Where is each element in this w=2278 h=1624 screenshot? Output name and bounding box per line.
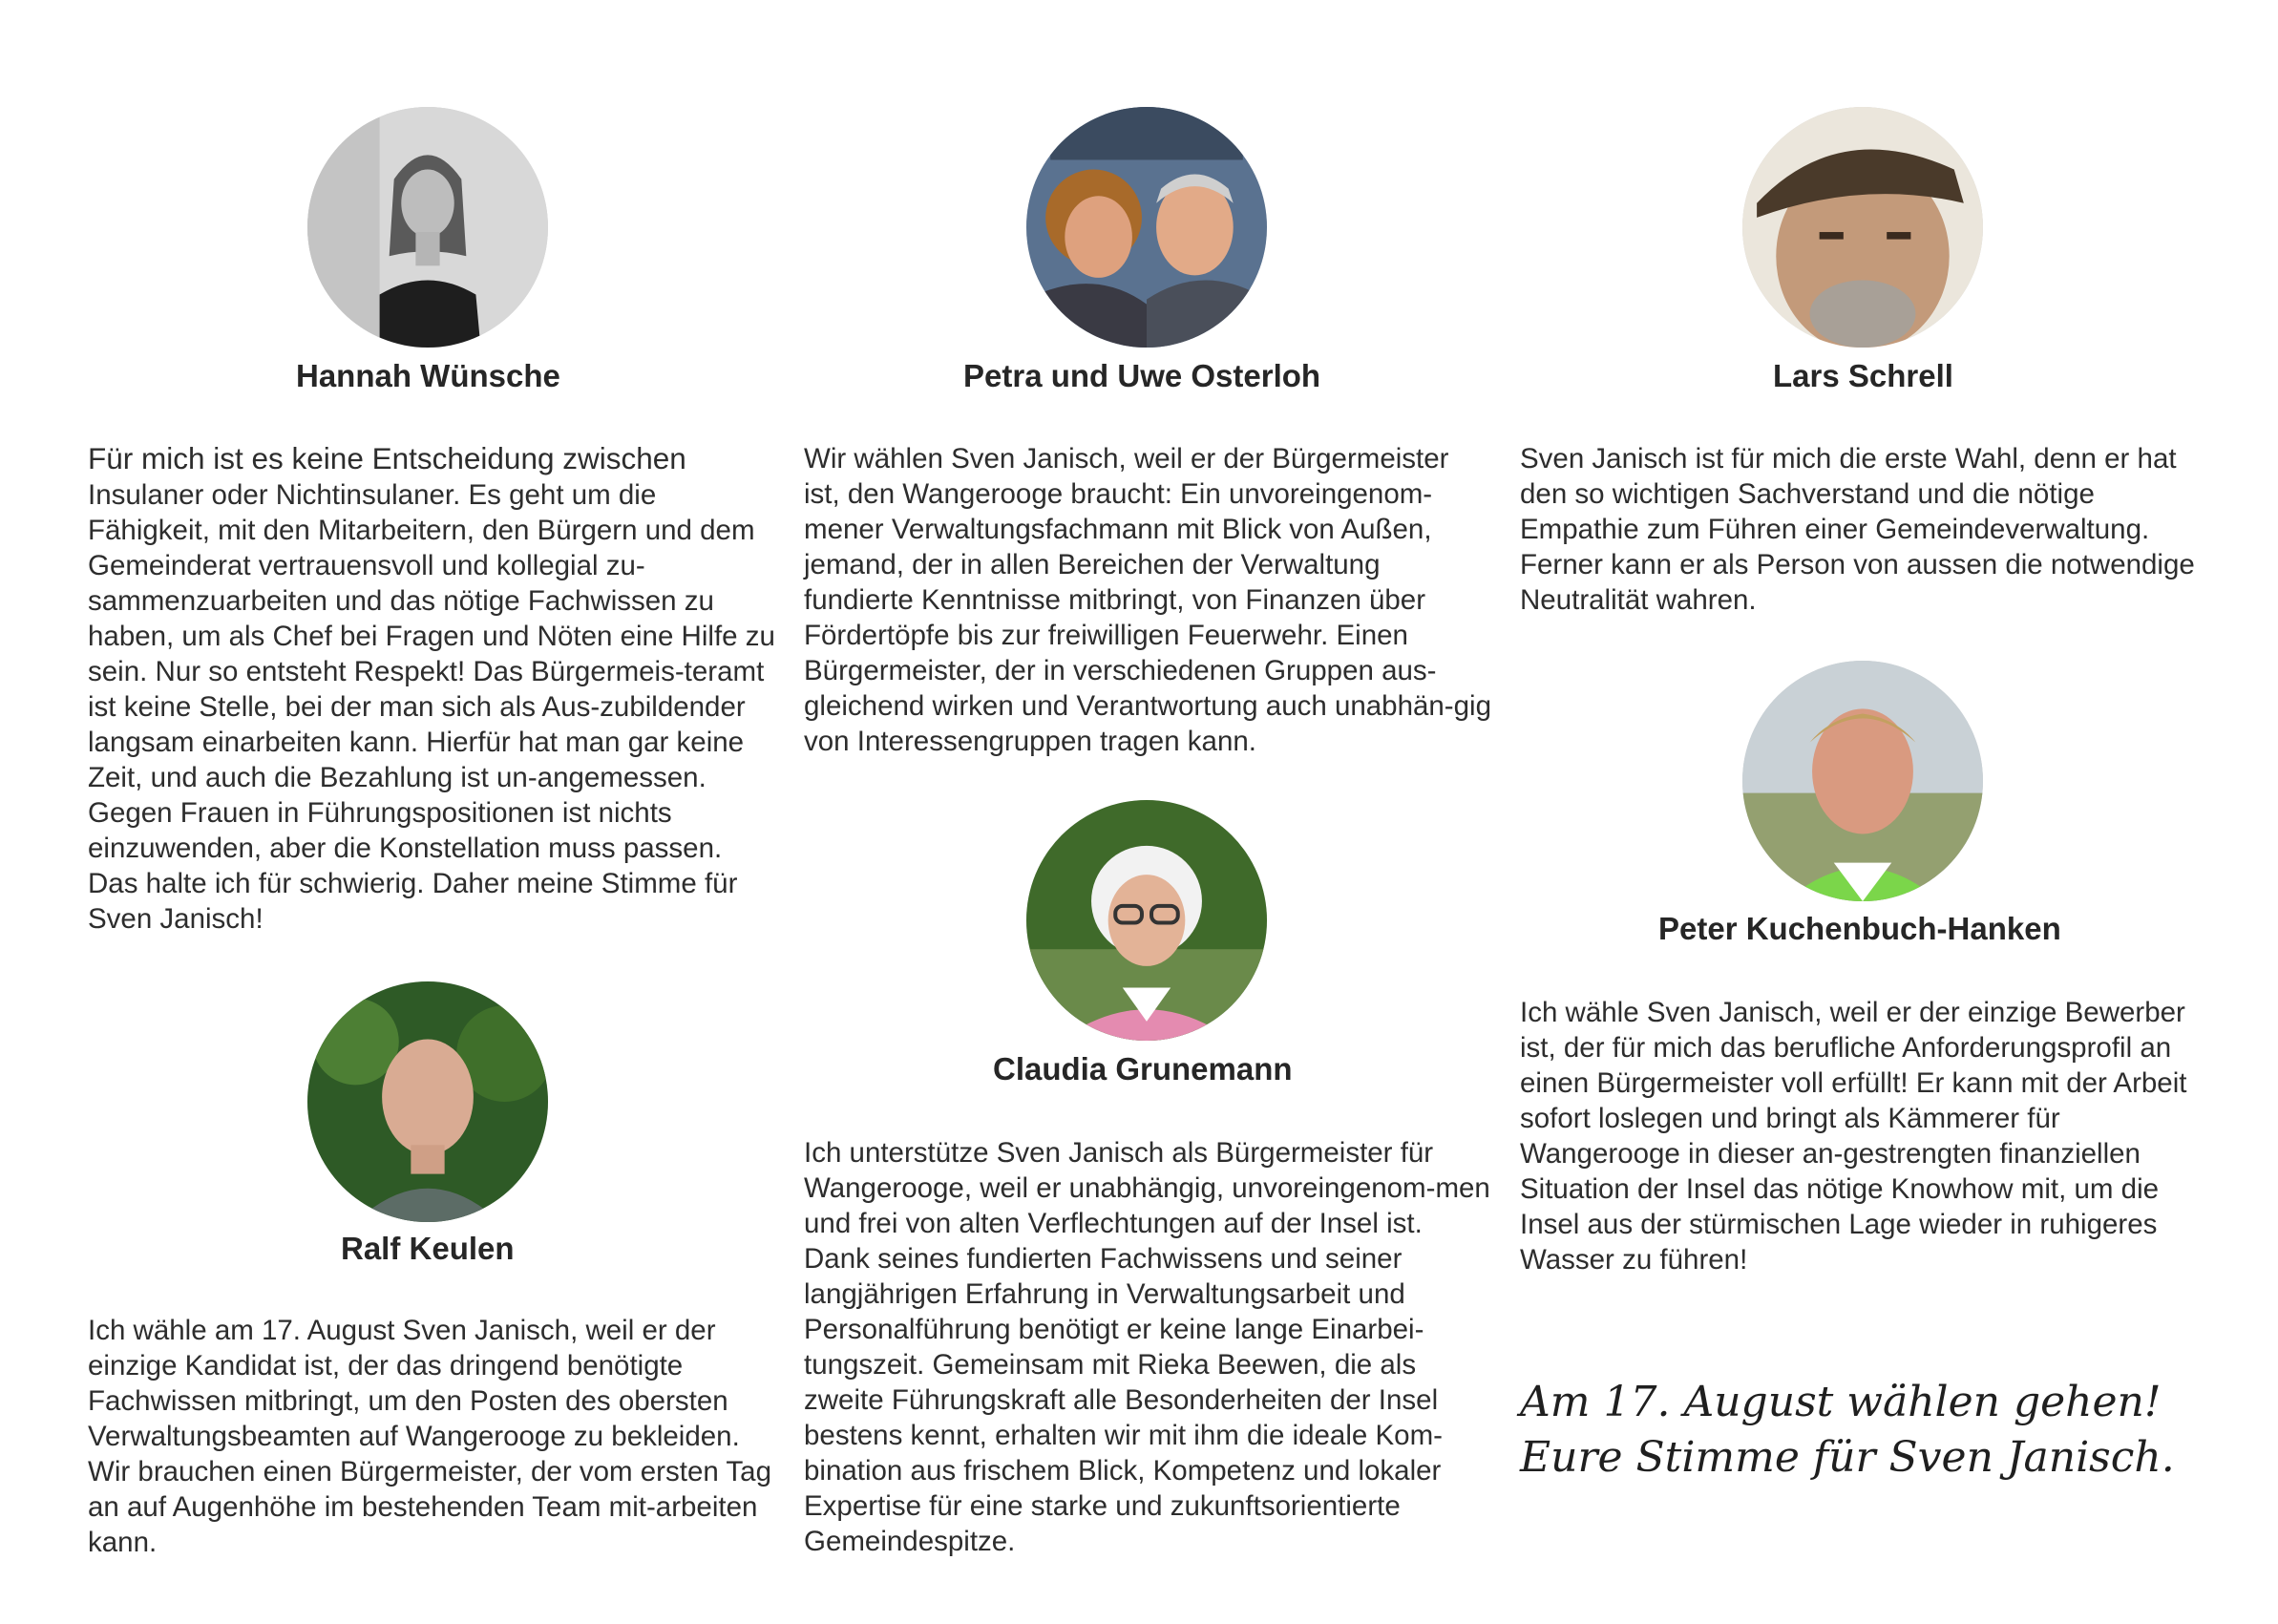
man-portrait-forest-icon <box>307 981 548 1222</box>
portrait-ralf <box>307 981 548 1222</box>
name-claudia: Claudia Grunemann <box>993 1051 1293 1086</box>
quote-osterloh: Wir wählen Sven Janisch, weil er der Bürgermeister ist, den Wangerooge braucht: Ein unvoreingenom-mener Verwaltungsfachmann mit Blick von Außen, jemand, der in allen Bereichen der Verwaltung fundierte Kenntnisse mitbringt, von Finanzen über Fördertöpfe bis zur freiwilligen Feuerwehr. Einen Bürgermeister, der in verschiedenen Gruppen aus-gleichend wirken und Verantwortung auch unabhän-gig von Interessengruppen tragen kann. <box>804 443 1491 757</box>
portrait-lars <box>1742 107 1983 348</box>
woman-portrait-glasses-icon <box>1026 800 1267 1041</box>
quote-hannah-text: Insulaner oder Nichtinsulaner. Es geht um die Fähigkeit, mit den Mitarbeitern, den Bürgern und dem Gemeinderat vertrauensvoll und kollegial zu-sammenzuarbeiten und das nötige Fachwissen zu haben, um als Chef bei Fragen und Nöten eine Hilfe zu sein. Nur so entsteht Respekt! Das Bürgermeis-teramt ist keine Stelle, bei der man sich als Aus-zubildender langsam einarbeiten kann. Hierfür hat man gar keine Zeit, und auch die Bezahlung ist un-angemessen. Gegen Frauen in Führungspositionen ist nichts einzuwenden, aber die Konstellation muss passen. Das halte ich für schwierig. Daher meine Stimme für Sven Janisch! <box>88 479 775 935</box>
slogan-line-1: Am 17. August wählen gehen! <box>1520 1378 2162 1426</box>
man-portrait-cap-icon <box>1742 107 1983 348</box>
quote-hannah <box>88 441 775 937</box>
couple-portrait-icon <box>1026 107 1267 348</box>
portrait-peter <box>1742 661 1983 901</box>
portrait-claudia <box>1026 800 1267 1041</box>
name-hannah: Hannah Wünsche <box>296 358 560 393</box>
name-peter: Peter Kuchenbuch-Hanken <box>1658 911 2061 946</box>
slogan-line-2: Eure Stimme für Sven Janisch. <box>1520 1433 2175 1482</box>
quote-claudia: Ich unterstütze Sven Janisch als Bürgermeister für Wangerooge, weil er unabhängig, unvoreingenom-men und frei von alten Verflechtungen auf der Insel ist. Dank seines fundierten Fachwissens und seiner langjährigen Erfahrung in Verwaltungsarbeit und Personalführung benötigt er keine lange Einarbei-tungszeit. Gemeinsam mit Rieka Beewen, die als zweite Führungskraft alle Besonderheiten der Insel bestens kennt, erhalten wir mit ihm die ideale Kom-bination aus frischem Blick, Kompetenz und lokaler Expertise für eine starke und zukunftsorientierte Gemeindespitze. <box>804 1137 1490 1557</box>
name-ralf: Ralf Keulen <box>341 1231 515 1266</box>
quote-hannah-lead: Für mich ist es keine Entscheidung zwischen <box>88 441 686 475</box>
quote-peter: Ich wähle Sven Janisch, weil er der einzige Bewerber ist, der für mich das berufliche Anforderungsprofil an einen Bürgermeister voll erfüllt! Er kann mit der Arbeit sofort loslegen und bringt als Kämmerer für Wangerooge in dieser an-gestrengten finanziellen Situation der Insel das nötige Knowhow mit, um die Insel aus der stürmischen Lage wieder in ruhigeres Wasser zu führen! <box>1520 997 2187 1276</box>
name-lars: Lars Schrell <box>1773 358 1953 393</box>
quote-lars: Sven Janisch ist für mich die erste Wahl, denn er hat den so wichtigen Sachverstand und die nötige Empathie zum Führen einer Gemeindeverwaltung. Ferner kann er als Person von aussen die notwendige Neutralität wahren. <box>1520 443 2195 616</box>
woman-portrait-bw-icon <box>307 107 548 348</box>
name-osterloh: Petra und Uwe Osterloh <box>963 358 1321 393</box>
slogan <box>1520 1375 2188 1486</box>
portrait-osterloh <box>1026 107 1267 348</box>
quote-ralf: Ich wähle am 17. August Sven Janisch, weil er der einzige Kandidat ist, der das dringend benötigte Fachwissen mitbringt, um den Posten des obersten Verwaltungsbeamten auf Wangerooge zu bekleiden. Wir brauchen einen Bürgermeister, der vom ersten Tag an auf Augenhöhe im bestehenden Team mit-arbeiten kann. <box>88 1315 771 1558</box>
portrait-hannah <box>307 107 548 348</box>
man-portrait-beach-icon <box>1742 661 1983 901</box>
